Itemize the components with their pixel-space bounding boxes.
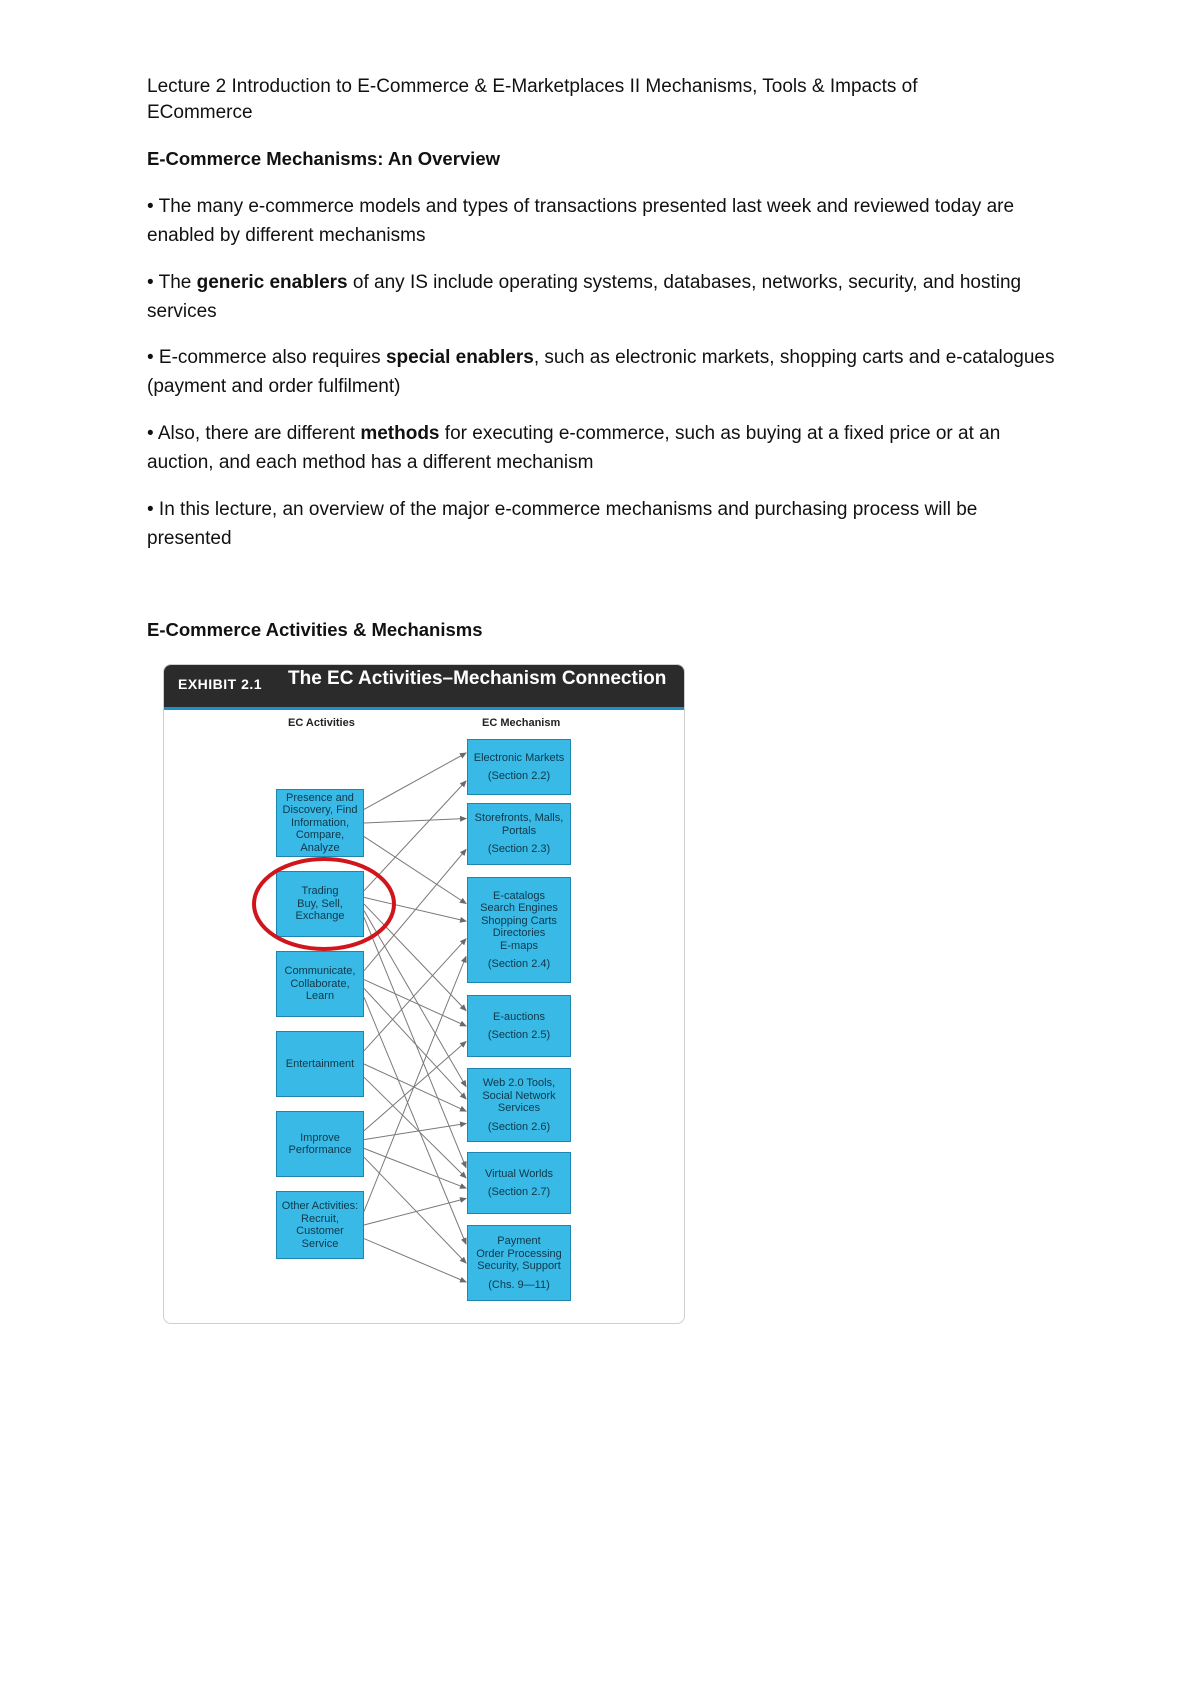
box-label-line: Information,: [290, 816, 350, 829]
bullet-lecture-overview: • In this lecture, an overview of the major e-commerce mechanisms and purchasing process will be presented: [147, 499, 978, 549]
highlight-circle: [254, 859, 394, 949]
box-label-line: Virtual Worlds: [484, 1167, 554, 1180]
lecture-title: [147, 74, 1047, 126]
connection-arrow: [364, 819, 466, 824]
connection-arrow: [364, 1042, 466, 1131]
exhibit-diagram: [163, 664, 685, 1324]
box-label-line: Compare,: [295, 829, 345, 842]
box-label-line: Web 2.0 Tools,: [482, 1077, 556, 1089]
bullet-text: for executing e-commerce, such as buying at a fixed price or at an auction, and each method has a different mechanism: [147, 423, 1001, 473]
connection-arrow: [364, 980, 466, 1026]
column-heading-activities: EC Activities: [288, 717, 355, 729]
column-heading-mechanism: EC Mechanism: [482, 717, 561, 729]
box-label-line: Recruit,: [301, 1212, 339, 1225]
box-label-line: E-catalogs: [493, 889, 545, 902]
box-label-line: Services: [497, 1102, 541, 1114]
box-label-line: Communicate,: [284, 965, 356, 978]
connection-arrow: [364, 1064, 466, 1111]
box-section-ref: (Section 2.2): [487, 770, 551, 782]
box-label-line: Storefronts, Malls,: [474, 812, 564, 825]
box-label-line: Collaborate,: [290, 977, 350, 990]
box-label-line: Learn: [305, 990, 335, 1003]
box-label-line: Directories: [492, 927, 546, 939]
box-label-line: Performance: [288, 1144, 352, 1156]
bullet-text: of any IS include operating systems, databases, networks, security, and hosting services: [147, 272, 1022, 322]
box-label-line: Shopping Carts: [481, 914, 557, 927]
heading-mechanisms-overview: E-Commerce Mechanisms: An Overview: [147, 148, 500, 169]
box-label-line: Portals: [501, 824, 537, 837]
box-label-line: E-auctions: [493, 1010, 545, 1023]
box-label-line: Service: [301, 1237, 339, 1250]
box-label-line: Trading: [301, 885, 339, 898]
box-label-line: Order Processing: [476, 1247, 562, 1260]
bullet-text: • E-commerce also requires: [147, 347, 386, 368]
connection-arrow: [364, 911, 466, 1087]
bullet-special-enablers: [147, 343, 1067, 401]
bullet-models-enabled: • The many e-commerce models and types of transactions presented last week and reviewed today are enabled by different mechanisms: [147, 196, 1015, 246]
box-section-ref: (Section 2.7): [487, 1186, 551, 1198]
box-label-line: Entertainment: [285, 1057, 355, 1070]
bullet-methods: [147, 419, 1067, 477]
connection-arrow: [364, 1239, 466, 1282]
box-label-line: Payment: [497, 1235, 541, 1247]
box-label-line: Customer: [296, 1225, 344, 1237]
connection-arrow: [364, 1077, 466, 1178]
bullet-emphasis: generic enablers: [196, 272, 348, 293]
box-label-line: E-maps: [500, 939, 538, 952]
box-label-line: Buy, Sell,: [297, 897, 343, 910]
bullet-text: • The: [147, 272, 197, 293]
connection-arrow: [364, 988, 466, 1098]
box-label-line: Improve: [300, 1131, 340, 1144]
connection-arrow: [364, 753, 466, 809]
box-label-line: Other Activities:: [281, 1200, 359, 1212]
connection-arrow: [364, 917, 466, 1167]
box-section-ref: (Section 2.3): [487, 843, 551, 856]
bullet-emphasis: special enablers: [385, 347, 534, 368]
box-label-line: Search Engines: [480, 902, 558, 914]
lecture-title-line-2: ECommerce: [147, 102, 253, 123]
connection-arrow: [364, 850, 466, 971]
connection-arrow: [364, 1199, 466, 1226]
box-section-ref: (Section 2.6): [487, 1120, 551, 1133]
box-label-line: Discovery, Find: [282, 804, 358, 817]
box-label-line: Electronic Markets: [473, 751, 565, 764]
connection-lines: [164, 665, 684, 1323]
box-label-line: Presence and: [286, 791, 354, 804]
box-section-ref: (Chs. 9—11): [488, 1278, 550, 1291]
connection-arrow: [364, 1148, 466, 1188]
connection-arrow: [364, 837, 466, 904]
box-section-ref: (Section 2.4): [487, 958, 551, 970]
box-label-line: Analyze: [300, 841, 340, 854]
heading-activities-mechanisms: E-Commerce Activities & Mechanisms: [147, 619, 483, 640]
bullet-emphasis: methods: [360, 423, 440, 444]
box-label-line: Security, Support: [477, 1260, 561, 1272]
box-label-line: Social Network: [482, 1089, 556, 1102]
box-section-ref: (Section 2.5): [487, 1029, 551, 1041]
connection-arrow: [364, 897, 466, 921]
exhibit-tag: EXHIBIT 2.1: [178, 676, 263, 692]
exhibit-title: The EC Activities–Mechanism Connection: [288, 668, 667, 689]
bullet-text: • Also, there are different: [147, 423, 361, 444]
bullet-generic-enablers: [147, 268, 1067, 326]
connection-arrow: [364, 1124, 466, 1140]
box-label-line: Exchange: [295, 910, 345, 923]
bullet-text: , such as electronic markets, shopping carts and e-catalogues (payment and order fulfilment): [147, 347, 1055, 397]
lecture-title-line-1: Lecture 2 Introduction to E-Commerce & E-Marketplaces II Mechanisms, Tools & Impacts of: [147, 76, 918, 97]
